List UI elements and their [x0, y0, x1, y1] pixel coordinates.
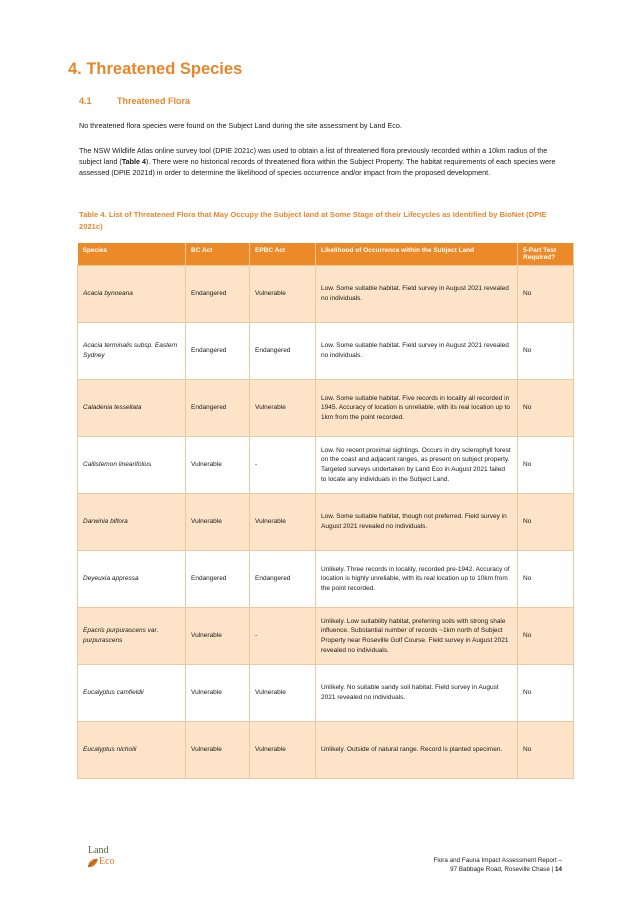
subsection-number: 4.1	[79, 96, 92, 106]
test-required-cell: No	[518, 722, 574, 779]
likelihood-cell: Low. Some suitable habitat. Field survey in August 2021 revealed no individuals.	[316, 323, 518, 380]
bc-act-cell: Endangered	[186, 380, 250, 437]
species-cell: Caladenia tessellata	[78, 380, 186, 437]
logo-text-land: Land	[88, 845, 109, 856]
intro-paragraph: No threatened flora species were found on the Subject Land during the site assessment by Land Eco.	[79, 121, 402, 130]
epbc-act-cell: Vulnerable	[250, 665, 316, 722]
epbc-act-cell: Vulnerable	[250, 494, 316, 551]
epbc-act-cell: -	[250, 608, 316, 665]
table-row	[78, 494, 574, 551]
likelihood-cell: Low. No recent proximal sightings. Occurs in dry sclerophyll forest on the coast and adjacent ranges, as present on subject property. Targeted surveys undertaken by Land Eco in August 2021 failed to locate any individuals in the Subject Land.	[316, 437, 518, 494]
table-row	[78, 551, 574, 608]
test-required-cell: No	[518, 551, 574, 608]
header-bc-act: BC Act	[186, 243, 250, 266]
epbc-act-cell: Vulnerable	[250, 266, 316, 323]
logo-text-eco: Eco	[99, 856, 115, 867]
threatened-flora-table	[77, 243, 574, 779]
header-species: Species	[78, 243, 186, 266]
subsection-heading	[79, 96, 190, 106]
bc-act-cell: Vulnerable	[186, 722, 250, 779]
test-required-cell: No	[518, 266, 574, 323]
bc-act-cell: Vulnerable	[186, 665, 250, 722]
table-row	[78, 380, 574, 437]
species-cell: Callistemon linearifolius	[78, 437, 186, 494]
bc-act-cell: Endangered	[186, 266, 250, 323]
test-required-cell: No	[518, 380, 574, 437]
likelihood-cell: Unlikely. Low suitability habitat, preferring soils with strong shale influence. Substantial number of records ~1km north of Subject Property near Roseville Golf Course. Field survey in August 2021 revealed no individuals.	[316, 608, 518, 665]
likelihood-cell: Low. Some suitable habitat, though not preferred. Field survey in August 2021 revealed no individuals.	[316, 494, 518, 551]
species-cell: Eucalyptus camfieldii	[78, 665, 186, 722]
epbc-act-cell: Vulnerable	[250, 722, 316, 779]
footer-report-title: Flora and Fauna Impact Assessment Report –	[433, 857, 562, 864]
species-cell: Acacia terminalis subsp. Eastern Sydney	[78, 323, 186, 380]
table-row	[78, 665, 574, 722]
table-reference: Table 4	[121, 157, 146, 167]
bc-act-cell: Vulnerable	[186, 494, 250, 551]
footer-report-info	[362, 856, 562, 874]
test-required-cell: No	[518, 608, 574, 665]
subsection-title: Threatened Flora	[117, 96, 191, 106]
bc-act-cell: Vulnerable	[186, 437, 250, 494]
header-5-part-test: 5-Part Test Required?	[518, 243, 574, 266]
footer-address: 97 Babbage Road, Roseville Chase	[450, 866, 550, 873]
species-cell: Darwinia biflora	[78, 494, 186, 551]
survey-paragraph-text-1: The NSW Wildlife Atlas online survey tool (DPIE 2021c) was used to obtain a list of threatened flora previously recorded within a 10km radius of the subject land (	[79, 146, 548, 167]
page-number: 14	[554, 866, 562, 873]
footer-address-line	[362, 865, 562, 874]
epbc-act-cell: Endangered	[250, 551, 316, 608]
table-row	[78, 266, 574, 323]
table-header-row	[78, 243, 574, 266]
species-cell: Epacris purpurascens var. purpurascens	[78, 608, 186, 665]
header-likelihood: Likelihood of Occurrence within the Subject Land	[316, 243, 518, 266]
bc-act-cell: Endangered	[186, 551, 250, 608]
likelihood-cell: Low. Some suitable habitat. Five records in locality all recorded in 1945. Accuracy of location is unreliable, with its real location up to 1km from the point recorded.	[316, 380, 518, 437]
footer-separator: |	[549, 866, 555, 873]
species-cell: Deyeuxia appressa	[78, 551, 186, 608]
test-required-cell: No	[518, 323, 574, 380]
likelihood-cell: Unlikely. Outside of natural range. Record is planted specimen.	[316, 722, 518, 779]
leaf-icon	[86, 857, 100, 869]
survey-paragraph	[79, 145, 559, 179]
likelihood-cell: Unlikely. Three records in locality, recorded pre-1942. Accuracy of location is highly unreliable, with its real location up to 10km from the point recorded.	[316, 551, 518, 608]
table-row	[78, 722, 574, 779]
table-row	[78, 608, 574, 665]
likelihood-cell: Unlikely. No suitable sandy soil habitat. Field survey in August 2021 revealed no individuals.	[316, 665, 518, 722]
table-row	[78, 437, 574, 494]
test-required-cell: No	[518, 437, 574, 494]
table-caption: Table 4. List of Threatened Flora that May Occupy the Subject land at Some Stage of their Lifecycles as Identified by BioNet (DPIE 2021c)	[79, 210, 547, 231]
bc-act-cell: Vulnerable	[186, 608, 250, 665]
survey-paragraph-text-2: ). There were no historical records of threatened flora within the Subject Property. The habitat requirements of each species were assessed (DPIE 2021d) in order to determine the likelihood of species occurrence and/or impact from the proposed development.	[79, 157, 556, 178]
land-eco-logo	[86, 845, 132, 871]
epbc-act-cell: -	[250, 437, 316, 494]
likelihood-cell: Low. Some suitable habitat. Field survey in August 2021 revealed no individuals.	[316, 266, 518, 323]
table-row	[78, 323, 574, 380]
epbc-act-cell: Endangered	[250, 323, 316, 380]
test-required-cell: No	[518, 665, 574, 722]
section-heading: 4. Threatened Species	[68, 60, 243, 78]
test-required-cell: No	[518, 494, 574, 551]
bc-act-cell: Endangered	[186, 323, 250, 380]
species-cell: Acacia bynoeana	[78, 266, 186, 323]
header-epbc-act: EPBC Act	[250, 243, 316, 266]
species-cell: Eucalyptus nicholii	[78, 722, 186, 779]
epbc-act-cell: Vulnerable	[250, 380, 316, 437]
